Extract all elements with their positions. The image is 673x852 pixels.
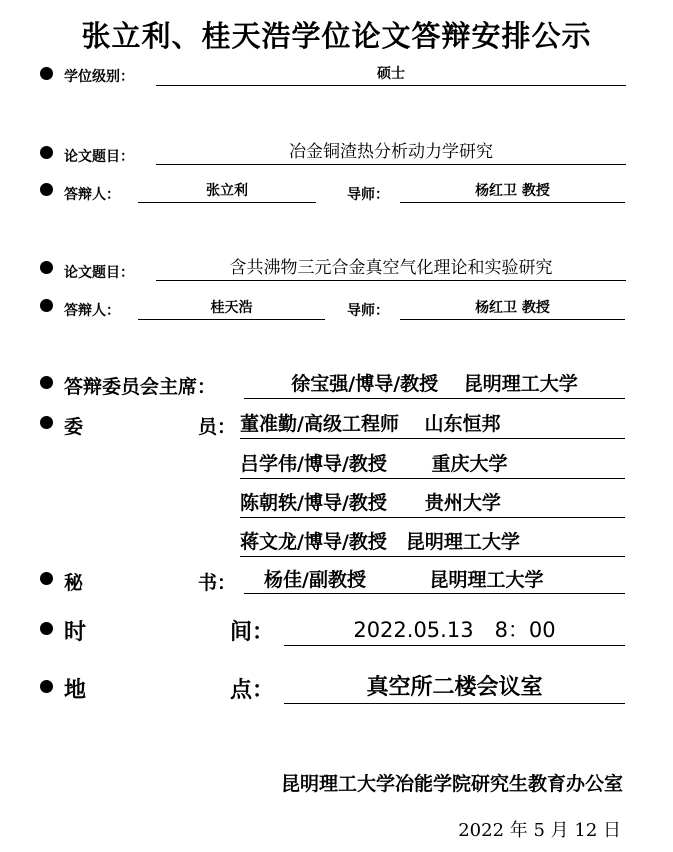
committee-member: 吕学伟/博导/教授 重庆大学: [240, 451, 625, 479]
time-value: 2022.05.13 8：00: [284, 615, 625, 646]
place-label-b: 点：: [230, 677, 275, 703]
secretary-label-a: 秘: [64, 572, 84, 594]
degree-label: 学位级别：: [64, 69, 134, 85]
degree-value: 硕士: [156, 63, 626, 86]
thesis1-advisor: 杨红卫 教授: [400, 180, 625, 203]
bullet-icon: [40, 146, 53, 159]
footer-org: 昆明理工大学冶能学院研究生教育办公室: [280, 773, 623, 795]
bullet-icon: [40, 680, 53, 693]
thesis1-defender: 张立利: [138, 180, 316, 203]
bullet-icon: [40, 299, 53, 312]
secretary: 杨佳/副教授 昆明理工大学: [244, 567, 625, 594]
thesis2-topic: 含共沸物三元合金真空气化理论和实验研究: [156, 256, 626, 281]
committee-member: 董准勤/高级工程师 山东恒邦: [240, 411, 625, 439]
thesis2-defender: 桂天浩: [138, 297, 325, 320]
bullet-icon: [40, 622, 53, 635]
thesis1-topic-label: 论文题目：: [64, 149, 134, 165]
thesis2-advisor-label: 导师：: [347, 303, 389, 319]
committee-chair-label: 答辩委员会主席：: [64, 376, 217, 398]
thesis2-topic-label: 论文题目：: [64, 265, 134, 281]
page-title: 张立利、桂天浩学位论文答辩安排公示: [81, 19, 592, 53]
place-label-a: 地: [64, 677, 87, 703]
committee-chair: 徐宝强/博导/教授 昆明理工大学: [244, 371, 625, 399]
committee-member-label-a: 委: [64, 416, 84, 438]
thesis1-advisor-label: 导师：: [347, 187, 389, 203]
committee-member: 蒋文龙/博导/教授 昆明理工大学: [240, 529, 625, 557]
committee-member-label-b: 员：: [198, 416, 237, 438]
committee-member: 陈朝轶/博导/教授 贵州大学: [240, 490, 625, 518]
bullet-icon: [40, 376, 53, 389]
thesis1-defender-label: 答辩人：: [64, 187, 120, 203]
thesis2-advisor: 杨红卫 教授: [400, 297, 625, 320]
bullet-icon: [40, 261, 53, 274]
bullet-icon: [40, 416, 53, 429]
thesis1-topic: 冶金铜渣热分析动力学研究: [156, 140, 626, 165]
place-value: 真空所二楼会议室: [284, 671, 625, 704]
time-label-a: 时: [64, 619, 87, 645]
footer-date: 2022 年 5 月 12 日: [458, 820, 621, 841]
bullet-icon: [40, 572, 53, 585]
time-label-b: 间：: [230, 619, 275, 645]
bullet-icon: [40, 67, 53, 80]
secretary-label-b: 书：: [198, 572, 237, 594]
bullet-icon: [40, 183, 53, 196]
thesis2-defender-label: 答辩人：: [64, 303, 120, 319]
